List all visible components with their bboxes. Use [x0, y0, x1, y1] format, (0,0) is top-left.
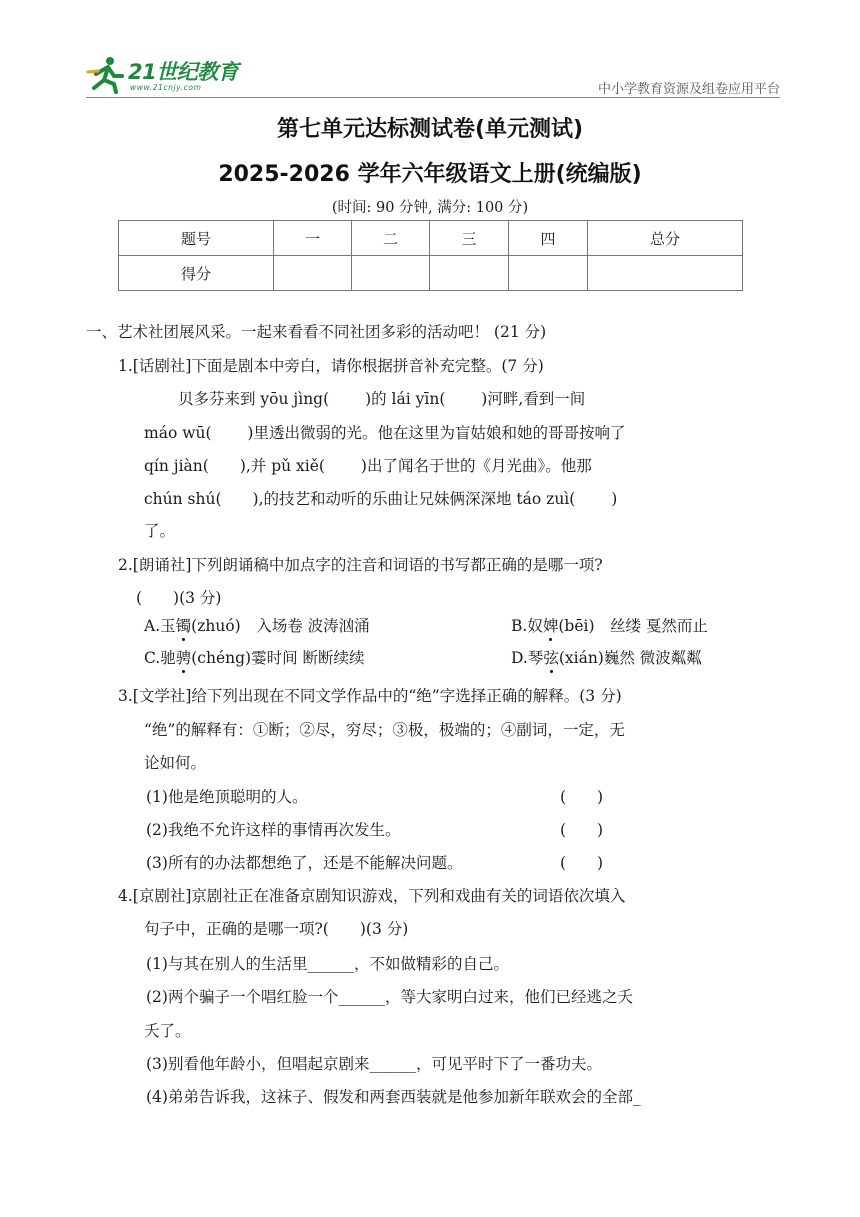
table-header-cell: 二 — [352, 221, 430, 256]
q3-item: (1)他是绝顶聪明的人。 — [146, 788, 308, 806]
option-text: (xián)巍然 微波粼粼 — [558, 649, 702, 667]
dotted-char: 镯 — [175, 617, 192, 635]
q1-line: máo wū( )里透出微弱的光。他在这里为盲姑娘和她的哥哥按响了 — [144, 424, 626, 442]
q3-answer-blank[interactable]: ( ) — [560, 821, 604, 839]
q3-definition: “绝”的解释有：①断；②尽，穷尽；③极，极端的；④副词，一定，无 — [144, 721, 625, 739]
score-cell[interactable] — [352, 256, 430, 291]
q3-stem: 3.[文学社]给下列出现在不同文学作品中的“绝”字选择正确的解释。(3 分) — [118, 687, 622, 705]
logo-url: www.21cnjy.com — [130, 83, 202, 92]
runner-logo-icon — [86, 54, 126, 94]
exam-subtitle: 2025-2026 学年六年级语文上册(统编版) — [218, 162, 642, 187]
q1-line: 了。 — [144, 522, 176, 540]
q4-sentence: (3)别看他年龄小，但唱起京剧来______，可见平时下了一番功夫。 — [146, 1055, 602, 1073]
table-header-cell: 三 — [430, 221, 509, 256]
q4-sentence: (4)弟弟告诉我，这袜子、假发和两套西装就是他参加新年联欢会的全部_ — [146, 1088, 641, 1106]
q1-stem: 1.[话剧社]下面是剧本中旁白，请你根据拼音补充完整。(7 分) — [118, 357, 544, 375]
score-table-score-row — [119, 256, 743, 291]
q1-line: qín jiàn( ),并 pǔ xiě( )出了闻名于世的《月光曲》。他那 — [144, 457, 592, 475]
table-header-cell: 一 — [274, 221, 352, 256]
option-text: (chéng)霎时间 断断续续 — [191, 649, 365, 667]
q2-option-a[interactable] — [144, 616, 370, 636]
q2-stem: 2.[朗诵社]下列朗诵稿中加点字的注音和词语的书写都正确的是哪一项? — [118, 556, 603, 574]
exam-title: 第七单元达标测试卷(单元测试) — [276, 117, 584, 142]
q3-answer-blank[interactable]: ( ) — [560, 788, 604, 806]
section-heading: 一、艺术社团展风采。一起来看看不同社团多彩的活动吧！ (21 分) — [86, 323, 547, 341]
q3-item: (2)我绝不允许这样的事情再次发生。 — [146, 821, 401, 839]
logo-text: 21世纪教育 — [128, 60, 239, 84]
header-divider — [86, 97, 780, 98]
option-text: (bēi) 丝缕 戛然而止 — [558, 617, 708, 635]
q2-answer-blank: ( )(3 分) — [136, 589, 222, 607]
q1-line: chún shú( ),的技艺和动听的乐曲让兄妹俩深深地 táo zuì( ) — [144, 490, 618, 508]
site-logo — [86, 52, 246, 98]
score-cell[interactable] — [274, 256, 352, 291]
q1-line: 贝多芬来到 yōu jìng( )的 lái yīn( )河畔,看到一间 — [178, 390, 586, 408]
score-cell[interactable] — [509, 256, 588, 291]
option-text: B.奴 — [511, 617, 543, 635]
score-cell[interactable] — [430, 256, 509, 291]
q4-sentence: (1)与其在别人的生活里______，不如做精彩的自己。 — [146, 955, 509, 973]
q4-stem: 句子中，正确的是哪一项?( )(3 分) — [144, 920, 409, 938]
score-table-header-row — [119, 221, 743, 256]
q2-option-d[interactable] — [511, 648, 702, 668]
q2-option-c[interactable] — [144, 648, 365, 668]
exam-info: (时间: 90 分钟, 满分: 100 分) — [331, 200, 529, 216]
q2-option-b[interactable] — [511, 616, 708, 636]
option-text: C.驰 — [144, 649, 176, 667]
score-cell[interactable] — [588, 256, 743, 291]
table-header-cell: 四 — [509, 221, 588, 256]
dotted-char: 骋 — [175, 649, 192, 667]
score-table — [118, 220, 743, 291]
option-text: A.玉 — [144, 617, 176, 635]
q3-item: (3)所有的办法都想绝了，还是不能解决问题。 — [146, 854, 463, 872]
q3-answer-blank[interactable]: ( ) — [560, 854, 604, 872]
q3-definition: 论如何。 — [144, 754, 207, 772]
option-text: (zhuó) 入场卷 波涛汹涌 — [191, 617, 370, 635]
q4-sentence: 夭了。 — [144, 1022, 191, 1040]
option-text: D.琴 — [511, 649, 544, 667]
dotted-char: 弦 — [543, 649, 559, 667]
q4-sentence: (2)两个骗子一个唱红脸一个______，等大家明白过来，他们已经逃之夭 — [146, 988, 633, 1006]
table-row-label: 得分 — [119, 256, 274, 291]
q4-stem: 4.[京剧社]京剧社正在准备京剧知识游戏，下列和戏曲有关的词语依次填入 — [118, 887, 626, 905]
table-header-cell: 题号 — [119, 221, 274, 256]
header-slogan: 中小学教育资源及组卷应用平台 — [597, 82, 780, 97]
dotted-char: 婢 — [542, 617, 559, 635]
table-header-cell: 总分 — [588, 221, 743, 256]
